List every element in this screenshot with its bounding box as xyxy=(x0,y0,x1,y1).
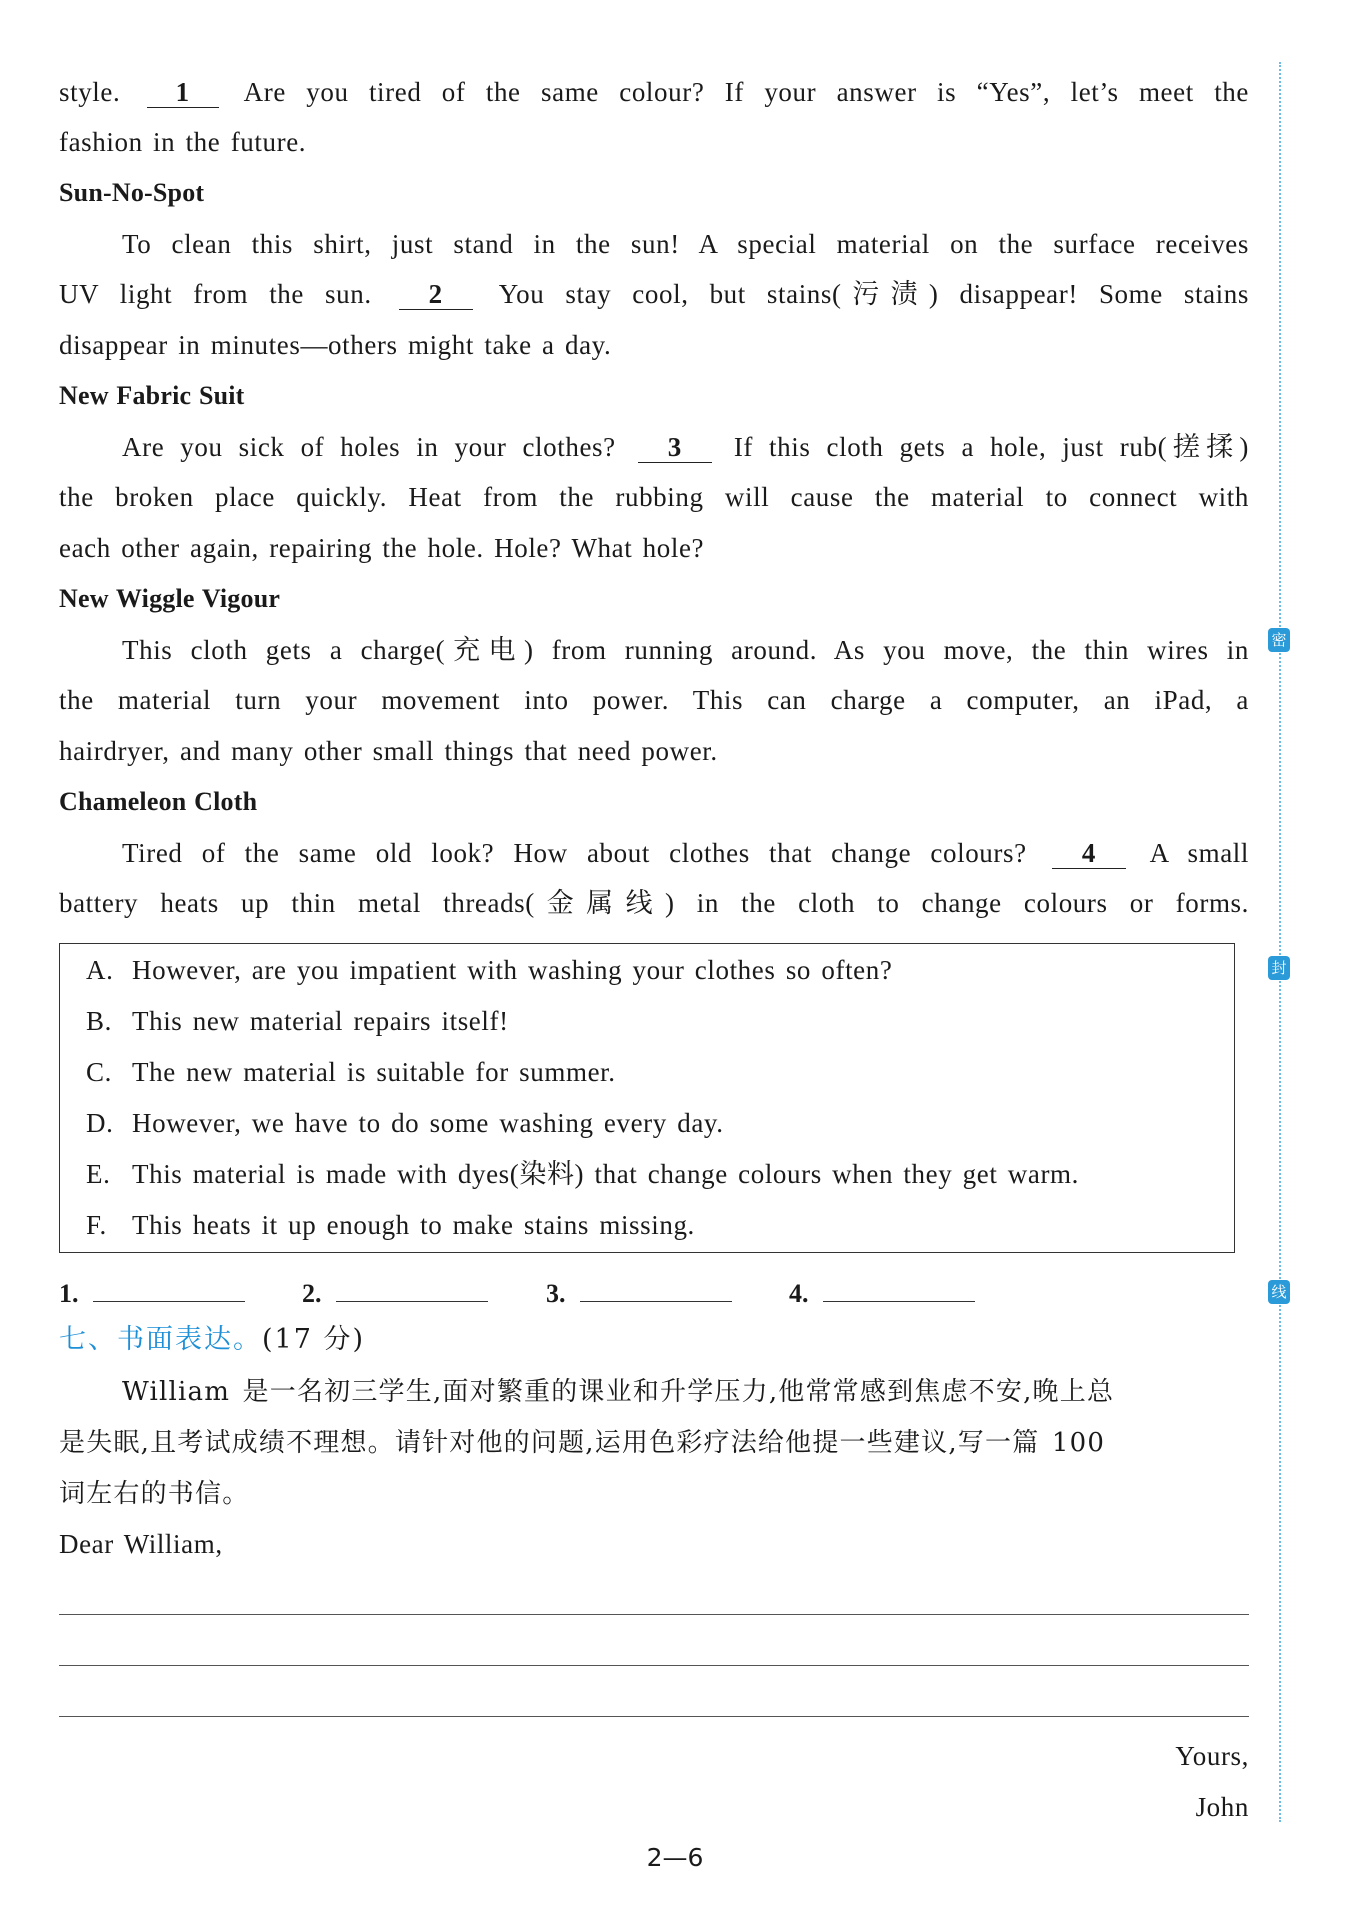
option-text: This heats it up enough to make stains missing. xyxy=(132,1210,695,1240)
paragraph-line: To clean this shirt, just stand in the sun! A special material on the surface receives xyxy=(122,229,1249,259)
paragraph-text: Are you sick of holes in your clothes? xyxy=(122,432,616,462)
option-text: However, we have to do some washing every day. xyxy=(132,1108,724,1138)
option-a xyxy=(86,950,892,990)
section-points: (17 分) xyxy=(262,1324,366,1355)
margin-tag-mi: 密 xyxy=(1268,628,1290,652)
section-title-writing xyxy=(59,1320,365,1360)
option-letter: B. xyxy=(86,1006,112,1036)
paragraph-line: the broken place quickly. Heat from the rubbing will cause the material to connect with xyxy=(59,482,1249,512)
option-text: This new material repairs itself! xyxy=(132,1006,509,1036)
option-letter: E. xyxy=(86,1159,111,1189)
option-letter: F. xyxy=(86,1210,107,1240)
writing-prompt-line: 是失眠,且考试成绩不理想。请针对他的问题,运用色彩疗法给他提一些建议,写一篇 100 xyxy=(59,1428,1106,1458)
option-c xyxy=(86,1052,616,1092)
options-box xyxy=(59,943,1235,1253)
answer-number: 2. xyxy=(302,1279,322,1308)
writing-prompt-line: William 是一名初三学生,面对繁重的课业和升学压力,他常常感到焦虑不安,晚上总 xyxy=(122,1377,1115,1407)
option-e xyxy=(86,1154,1079,1194)
writing-line-3[interactable] xyxy=(59,1716,1249,1717)
margin-tag-xian: 线 xyxy=(1268,1280,1290,1304)
section-title-text: 七、书面表达。 xyxy=(59,1324,262,1355)
page-number: 2—6 xyxy=(646,1843,704,1872)
paragraph-text: A small xyxy=(1149,838,1249,868)
paragraph-text: You stay cool, but stains(污渍) disappear! Some stains xyxy=(498,279,1249,309)
option-letter: A. xyxy=(86,955,114,985)
option-b xyxy=(86,1001,509,1041)
answer-number: 1. xyxy=(59,1279,79,1308)
option-f xyxy=(86,1205,695,1245)
heading-chameleon-cloth: Chameleon Cloth xyxy=(59,787,258,816)
blank-1: 1 xyxy=(147,77,219,108)
letter-salutation: Dear William, xyxy=(59,1529,223,1559)
paragraph-line: This cloth gets a charge(充电) from running around. As you move, the thin wires in xyxy=(122,635,1249,665)
answer-input-1[interactable] xyxy=(93,1275,245,1302)
margin-tag-feng: 封 xyxy=(1268,956,1290,980)
paragraph-line xyxy=(59,274,1249,314)
answer-4 xyxy=(789,1274,975,1314)
answer-number: 4. xyxy=(789,1279,809,1308)
option-d xyxy=(86,1103,724,1143)
letter-closing: Yours, xyxy=(1175,1741,1249,1771)
binding-dotted-line xyxy=(1279,62,1281,1822)
intro-text: Are you tired of the same colour? If your answer is “Yes”, let’s meet the xyxy=(243,77,1249,107)
paragraph-line: disappear in minutes—others might take a day. xyxy=(59,330,612,360)
intro-line-2: fashion in the future. xyxy=(59,127,307,157)
answer-number: 3. xyxy=(546,1279,566,1308)
answer-2 xyxy=(302,1274,488,1314)
paragraph-text: UV light from the sun. xyxy=(59,279,372,309)
option-letter: C. xyxy=(86,1057,112,1087)
paragraph-line xyxy=(122,833,1249,873)
answer-input-4[interactable] xyxy=(823,1275,975,1302)
paragraph-text: Tired of the same old look? How about clothes that change colours? xyxy=(122,838,1027,868)
heading-new-wiggle-vigour: New Wiggle Vigour xyxy=(59,584,281,613)
paragraph-text: If this cloth gets a hole, just rub(搓揉) xyxy=(733,432,1250,462)
blank-3: 3 xyxy=(638,432,712,463)
writing-line-1[interactable] xyxy=(59,1614,1249,1615)
blank-4: 4 xyxy=(1052,838,1126,869)
option-text: The new material is suitable for summer. xyxy=(132,1057,616,1087)
blank-2: 2 xyxy=(399,279,473,310)
intro-line-1 xyxy=(59,72,1249,112)
paragraph-line: battery heats up thin metal threads(金属线) in the cloth to change colours or forms. xyxy=(59,888,1249,918)
option-text: However, are you impatient with washing your clothes so often? xyxy=(132,955,893,985)
paragraph-line xyxy=(122,427,1249,467)
answer-1 xyxy=(59,1274,245,1314)
answer-input-2[interactable] xyxy=(336,1275,488,1302)
answer-3 xyxy=(546,1274,732,1314)
paragraph-line: each other again, repairing the hole. Hole? What hole? xyxy=(59,533,705,563)
paragraph-line: hairdryer, and many other small things that need power. xyxy=(59,736,718,766)
answer-input-3[interactable] xyxy=(580,1275,732,1302)
option-text: This material is made with dyes(染料) that change colours when they get warm. xyxy=(132,1159,1080,1189)
writing-line-2[interactable] xyxy=(59,1665,1249,1666)
intro-text: style. xyxy=(59,77,121,107)
letter-signature: John xyxy=(1195,1792,1249,1822)
option-letter: D. xyxy=(86,1108,114,1138)
paragraph-line: the material turn your movement into power. This can charge a computer, an iPad, a xyxy=(59,685,1249,715)
heading-new-fabric-suit: New Fabric Suit xyxy=(59,381,245,410)
heading-sun-no-spot: Sun-No-Spot xyxy=(59,178,205,207)
writing-prompt-line: 词左右的书信。 xyxy=(59,1479,250,1509)
